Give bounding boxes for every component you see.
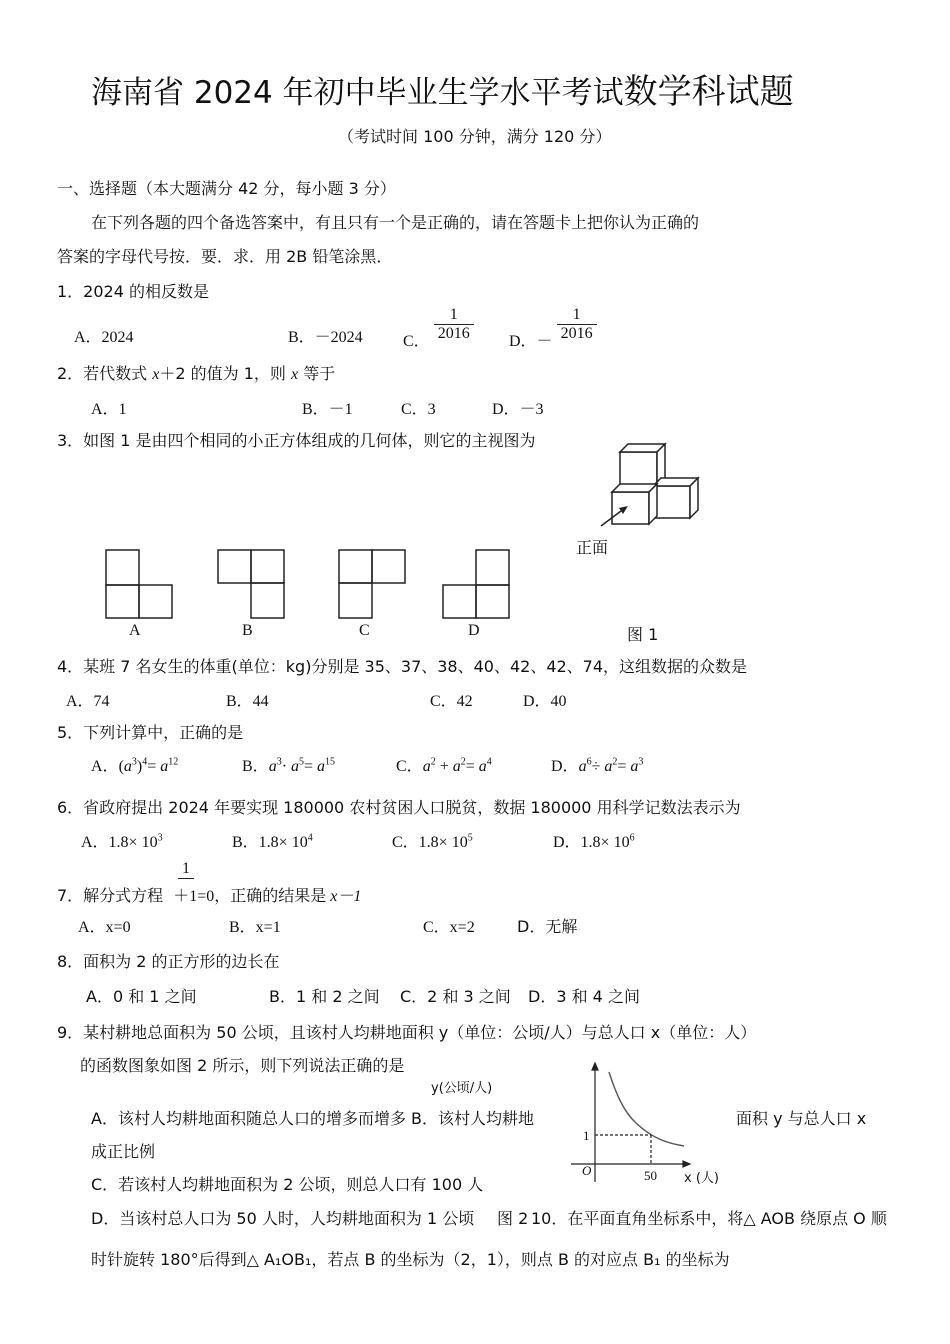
q2-option-c: C．3 xyxy=(401,401,436,418)
q6-c-text: C．1.8× 10 xyxy=(392,834,468,851)
q9-stem-line1: 9．某村耕地总面积为 50 公顷，且该村人均耕地面积 y（单位：公顷/人）与总人口 x（单位：人） xyxy=(57,1023,757,1042)
q7-fraction-bar xyxy=(178,878,194,879)
q7-fraction-numerator: 1 xyxy=(182,860,190,877)
q6-option-d xyxy=(553,829,635,852)
q4-option-d: D．40 xyxy=(523,693,567,710)
q9-graph-tick-x: 50 xyxy=(644,1168,657,1183)
q6-option-b xyxy=(232,829,313,852)
q4-stem: 4．某班 7 名女生的体重(单位：kg)分别是 35、37、38、40、42、42、74，这组数据的众数是 xyxy=(57,657,748,676)
q9-graph-x-label: x (人) xyxy=(684,1171,719,1186)
q6-a-exp: 3 xyxy=(157,832,163,844)
q2-var-x2: x xyxy=(291,366,299,383)
q6-d-exp: 6 xyxy=(629,832,635,844)
q1-option-b: B．－2024 xyxy=(288,329,363,346)
q6-b-text: B．1.8× 10 xyxy=(232,834,308,851)
front-label: 正面 xyxy=(576,538,609,557)
section-heading: 一、选择题（本大题满分 42 分，每小题 3 分） xyxy=(57,179,396,198)
page-title xyxy=(91,64,794,113)
q2-option-d: D．－3 xyxy=(492,401,544,418)
q2-var-x: x xyxy=(152,366,160,383)
q7-option-b: B．x=1 xyxy=(229,919,281,936)
q9-graph-y-label: y(公顷/人) xyxy=(431,1081,493,1096)
q9-graph-origin: O xyxy=(582,1163,592,1178)
q3-label-d: D xyxy=(468,622,480,639)
q9-graph-tick-y: 1 xyxy=(583,1128,590,1143)
q2-stem-c: 等于 xyxy=(298,364,336,383)
figure-1-label: 图 1 xyxy=(627,625,659,644)
exam-info: （考试时间 100 分钟，满分 120 分） xyxy=(338,127,612,146)
q2-option-a: A．1 xyxy=(91,401,127,418)
q6-b-exp: 4 xyxy=(307,832,313,844)
q3-figure-b xyxy=(218,550,284,618)
q3-cube-figure xyxy=(595,438,705,530)
q9-option-c: C．若该村人均耕地面积为 2 公顷，则总人口有 100 人 xyxy=(91,1175,484,1194)
q7-stem-c: x－1 xyxy=(330,888,362,905)
q5-option-b: B．$a^3\cdot a^5= a^{15}$ xyxy=(242,756,336,775)
q1-d-label: D．－ xyxy=(509,333,553,351)
q9-option-b-cont2: 成正比例 xyxy=(91,1142,156,1161)
section-intro-line2: 答案的字母代号按．要．求．用 2B 铅笔涂黑． xyxy=(57,247,393,266)
q7-stem-a: 7．解分式方程 xyxy=(57,886,164,905)
q5-b-label: B． xyxy=(242,758,269,775)
q6-stem: 6．省政府提出 2024 年要实现 180000 农村贫困人口脱贫，数据 180000 用科学记数法表示为 xyxy=(57,798,741,817)
q1-c-den: 2016 xyxy=(437,325,470,342)
q1-d-num: 1 xyxy=(557,306,597,325)
q8-option-a: A．0 和 1 之间 xyxy=(86,987,197,1006)
q1-c-num: 1 xyxy=(434,306,474,325)
q1-d-den: 2016 xyxy=(560,325,593,342)
figure-2-label: 图 2 xyxy=(497,1209,529,1228)
q1-c-fraction xyxy=(434,306,474,343)
q2-stem-b: ＋2 的值为 1，则 xyxy=(159,364,292,383)
q6-d-text: D．1.8× 10 xyxy=(553,834,630,851)
q3-label-b: B xyxy=(242,622,253,639)
q9-option-a: A．该村人均耕地面积随总人口的增多而增多 B．该村人均耕地 xyxy=(91,1109,535,1128)
q2-option-b: B．－1 xyxy=(302,401,353,418)
q7-option-a: A．x=0 xyxy=(78,919,131,936)
q10-stem-line2: 时针旋转 180°后得到△ A₁OB₁，若点 B 的坐标为（2，1），则点 B 的对应点 B₁ 的坐标为 xyxy=(91,1250,730,1269)
section-intro-line1: 在下列各题的四个备选答案中，有且只有一个是正确的，请在答题卡上把你认为正确的 xyxy=(91,213,700,232)
q9-option-b-cont: 面积 y 与总人口 x xyxy=(736,1109,867,1128)
q7-stem-b: ＋1=0，正确的结果是 xyxy=(173,888,331,905)
q3-figure-a xyxy=(106,550,172,618)
q3-figure-c xyxy=(339,550,405,618)
q1-c-label: C． xyxy=(403,333,430,351)
q3-stem: 3．如图 1 是由四个相同的小正方体组成的几何体，则它的主视图为 xyxy=(57,431,536,450)
q9-option-d: D．当该村总人口为 50 人时，人均耕地面积为 1 公顷 xyxy=(91,1209,475,1228)
q7-option-c: C．x=2 xyxy=(423,919,475,936)
q5-a-label: A． xyxy=(91,758,119,775)
q7-stem xyxy=(57,883,361,906)
q6-option-c xyxy=(392,829,473,852)
q8-option-c: C．2 和 3 之间 xyxy=(400,987,511,1006)
q1-option-c xyxy=(403,306,474,351)
q5-stem: 5．下列计算中，正确的是 xyxy=(57,723,244,742)
q10-stem-line1: 10．在平面直角坐标系中，将△ AOB 绕原点 O 顺 xyxy=(531,1209,887,1228)
q4-option-b: B．44 xyxy=(226,693,269,710)
q1-option-d xyxy=(509,306,597,351)
q5-option-d: D．$a^6\div a^2= a^3$ xyxy=(551,756,644,775)
title-subject: 数学科试题 xyxy=(623,72,794,112)
q1-stem: 1．2024 的相反数是 xyxy=(57,282,209,301)
q3-label-c: C xyxy=(359,622,370,639)
q7-option-d: D．无解 xyxy=(517,917,578,936)
q2-stem-a: 2．若代数式 xyxy=(57,364,153,383)
q3-figure-d xyxy=(443,550,509,618)
q5-c-label: C． xyxy=(396,758,423,775)
q5-option-c: C．$a^2 + a^2= a^4$ xyxy=(396,756,492,775)
q6-option-a xyxy=(81,829,163,852)
q3-label-a: A xyxy=(129,622,141,639)
q4-option-a: A．74 xyxy=(66,693,110,710)
q5-option-a: A．$(a^3)^4= a^{12}$ xyxy=(91,756,179,775)
q8-option-b: B．1 和 2 之间 xyxy=(269,987,380,1006)
q9-stem-line2: 的函数图象如图 2 所示，则下列说法正确的是 xyxy=(80,1056,405,1075)
q1-option-a: A．2024 xyxy=(74,329,134,346)
q3-options-figures xyxy=(100,540,520,620)
q6-a-text: A．1.8× 10 xyxy=(81,834,158,851)
q5-d-label: D． xyxy=(551,758,579,775)
q8-option-d: D．3 和 4 之间 xyxy=(528,987,640,1006)
y-axis-arrow-icon xyxy=(592,1063,598,1070)
title-main: 海南省 2024 年初中毕业生学水平考试 xyxy=(91,75,624,111)
q6-c-exp: 5 xyxy=(467,832,473,844)
q1-d-fraction xyxy=(557,306,597,343)
q8-stem: 8．面积为 2 的正方形的边长在 xyxy=(57,952,280,971)
q2-stem xyxy=(57,361,335,384)
q4-option-c: C．42 xyxy=(430,693,473,710)
